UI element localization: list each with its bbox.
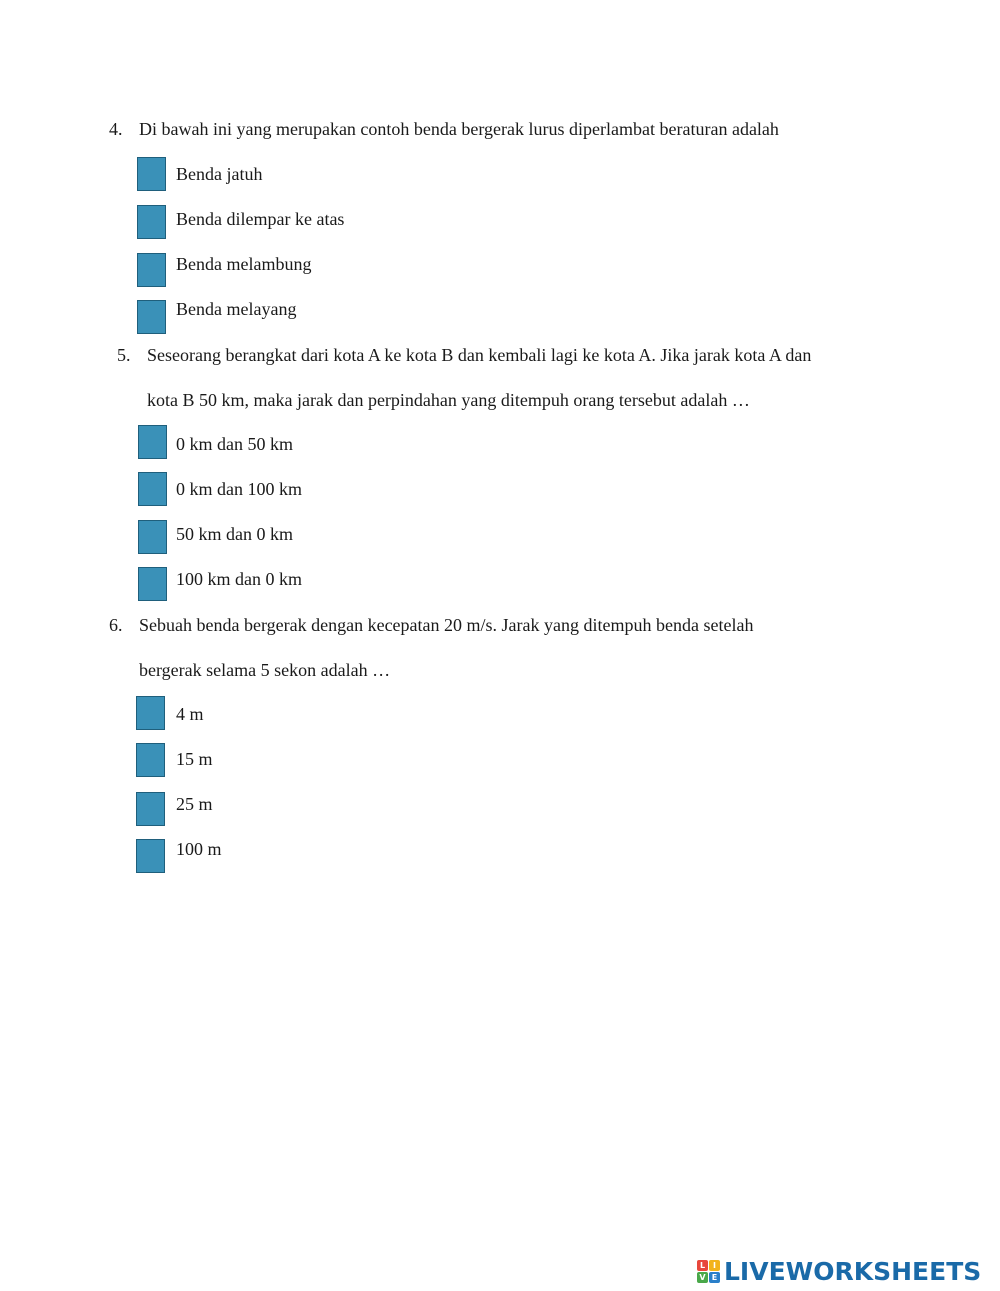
option-label: 25 m — [176, 794, 213, 814]
answer-box[interactable] — [138, 567, 167, 601]
question-text: Di bawah ini yang merupakan contoh benda bergerak lurus diperlambat beraturan adalah — [139, 119, 779, 139]
option-label: 50 km dan 0 km — [176, 524, 293, 544]
option-label: 0 km dan 50 km — [176, 434, 293, 454]
answer-box[interactable] — [136, 839, 165, 873]
answer-box[interactable] — [138, 472, 167, 506]
option-label: 100 km dan 0 km — [176, 569, 302, 589]
question-number: 5. — [117, 345, 131, 365]
answer-box[interactable] — [137, 300, 166, 334]
answer-box[interactable] — [138, 425, 167, 459]
question-text: Seseorang berangkat dari kota A ke kota B dan kembali lagi ke kota A. Jika jarak kota A dan — [147, 345, 812, 365]
option-label: 15 m — [176, 749, 213, 769]
answer-box[interactable] — [137, 205, 166, 239]
option-label: Benda melambung — [176, 254, 312, 274]
answer-box[interactable] — [137, 253, 166, 287]
question-number: 4. — [109, 119, 123, 139]
answer-box[interactable] — [137, 157, 166, 191]
option-label: 100 m — [176, 839, 222, 859]
answer-box[interactable] — [136, 792, 165, 826]
answer-box[interactable] — [136, 743, 165, 777]
option-label: Benda melayang — [176, 299, 297, 319]
question-number: 6. — [109, 615, 123, 635]
option-label: Benda dilempar ke atas — [176, 209, 345, 229]
liveworksheets-logo — [697, 1256, 981, 1286]
question-text: bergerak selama 5 sekon adalah … — [139, 660, 391, 680]
option-label: 4 m — [176, 704, 204, 724]
logo-block: L — [697, 1260, 708, 1271]
option-label: 0 km dan 100 km — [176, 479, 302, 499]
logo-icon — [697, 1260, 720, 1283]
answer-box[interactable] — [138, 520, 167, 554]
question-text: kota B 50 km, maka jarak dan perpindahan yang ditempuh orang tersebut adalah … — [147, 390, 750, 410]
logo-text: LIVEWORKSHEETS — [724, 1256, 982, 1286]
question-text: Sebuah benda bergerak dengan kecepatan 20 m/s. Jarak yang ditempuh benda setelah — [139, 615, 754, 635]
answer-box[interactable] — [136, 696, 165, 730]
logo-block: V — [697, 1272, 708, 1283]
option-label: Benda jatuh — [176, 164, 263, 184]
logo-block: E — [709, 1272, 720, 1283]
logo-block: I — [709, 1260, 720, 1271]
